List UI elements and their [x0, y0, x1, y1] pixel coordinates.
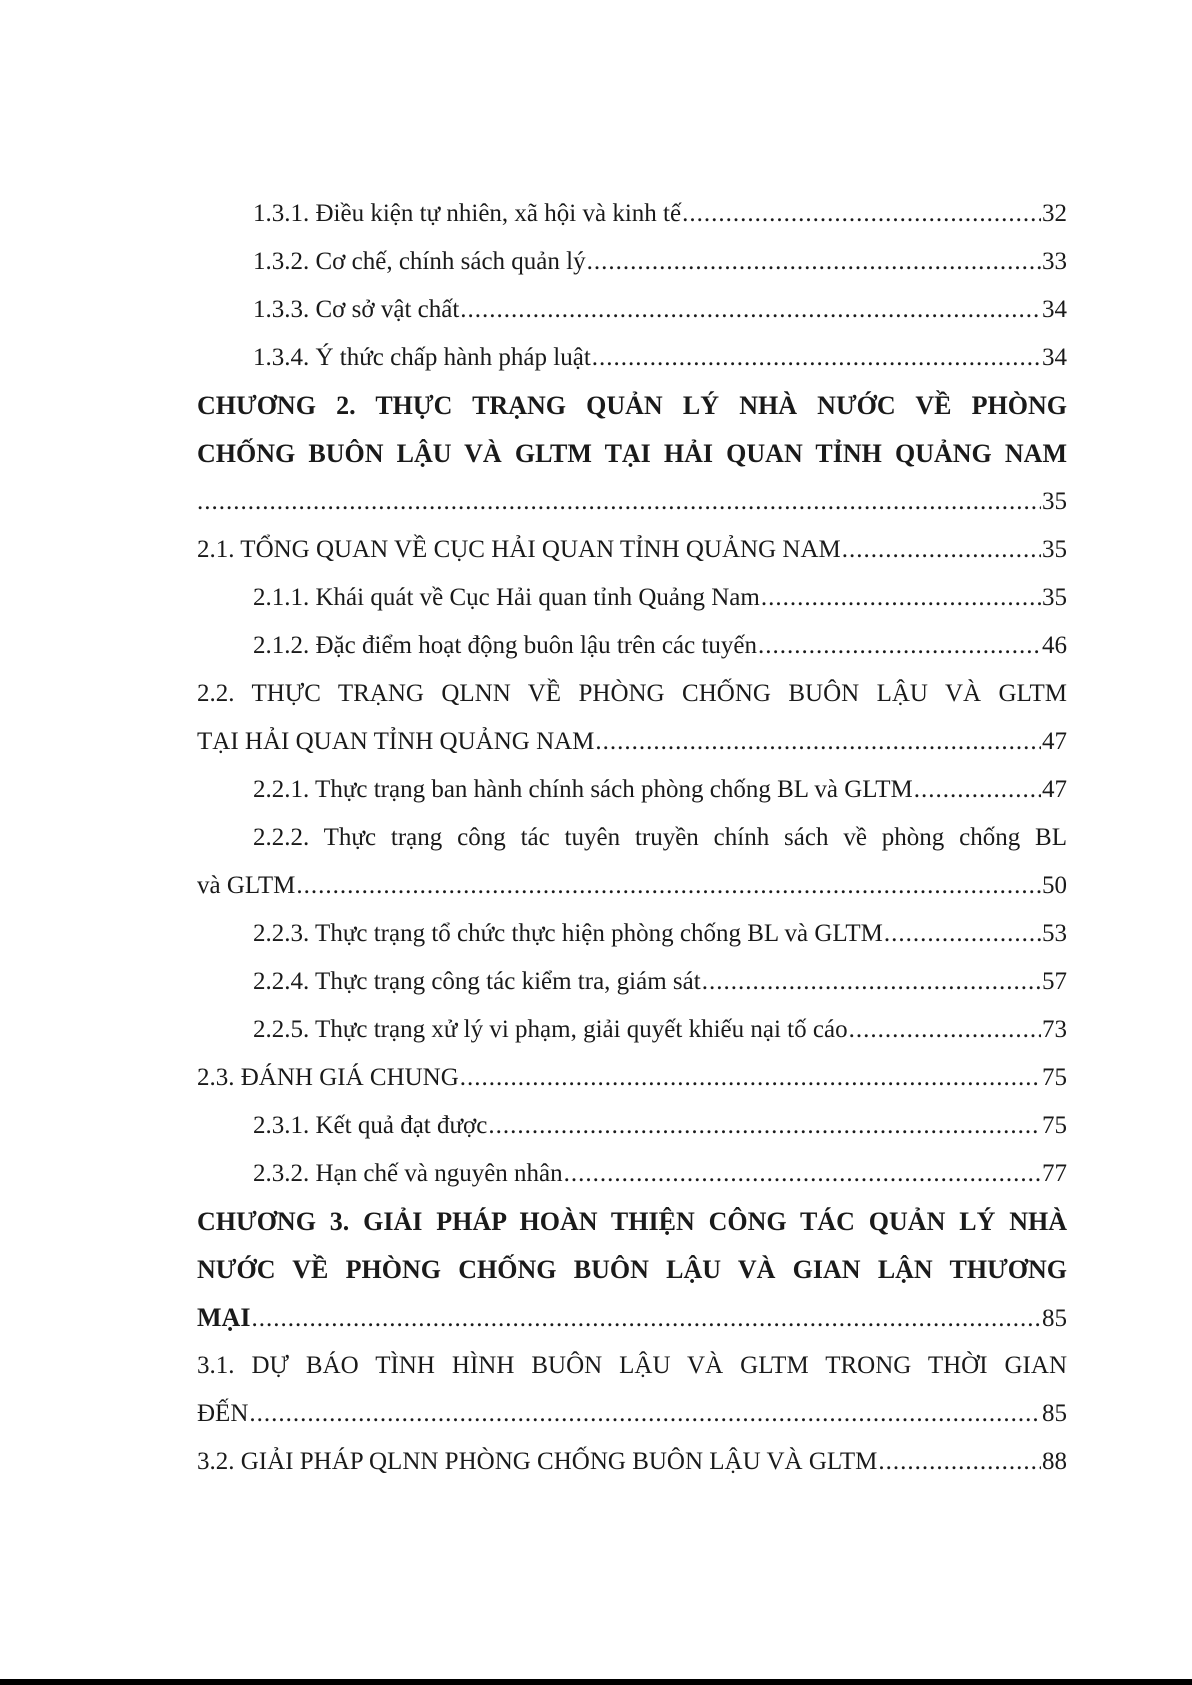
toc-page-number: 53	[1042, 920, 1067, 947]
toc-chapter-3-title-line-3[interactable]	[197, 1294, 1067, 1342]
toc-page-number: 73	[1042, 1016, 1067, 1043]
toc-chapter-2-page-line[interactable]	[197, 478, 1067, 526]
toc-page-number: 77	[1042, 1160, 1067, 1187]
toc-page-number: 85	[1042, 1305, 1067, 1332]
toc-page-number: 85	[1042, 1400, 1067, 1427]
toc-entry-title: 1.3.1. Điều kiện tự nhiên, xã hội và kinh tế	[253, 200, 682, 227]
dot-leader	[251, 1295, 1041, 1343]
toc-page-number: 75	[1042, 1064, 1067, 1091]
toc-page-number: 46	[1042, 632, 1067, 659]
toc-entry-2-1[interactable]	[197, 526, 1067, 574]
toc-entry-2-3[interactable]	[197, 1054, 1067, 1102]
toc-entry-title: 3.2. GIẢI PHÁP QLNN PHÒNG CHỐNG BUÔN LẬU VÀ GLTM	[197, 1448, 878, 1475]
toc-page-number: 35	[1042, 488, 1067, 515]
toc-entry-2-2-line-1[interactable]: 2.2. THỰC TRẠNG QLNN VỀ PHÒNG CHỐNG BUÔN LẬU VÀ GLTM	[197, 680, 1067, 707]
dot-leader	[758, 622, 1041, 670]
dot-leader	[587, 238, 1041, 286]
dot-leader	[249, 1390, 1041, 1438]
toc-entry-title: 2.1.1. Khái quát về Cục Hải quan tỉnh Quảng Nam	[253, 584, 760, 611]
toc-page-number: 57	[1042, 968, 1067, 995]
toc-entry-title: 1.3.3. Cơ sở vật chất	[253, 296, 460, 323]
dot-leader	[296, 862, 1041, 910]
toc-page-number: 35	[1042, 536, 1067, 563]
toc-entry-title: 2.3.2. Hạn chế và nguyên nhân	[253, 1160, 563, 1187]
dot-leader	[488, 1102, 1041, 1150]
toc-page-number: 34	[1042, 344, 1067, 371]
toc-entry-2-3-1[interactable]	[197, 1102, 1067, 1150]
dot-leader	[197, 478, 1041, 526]
toc-entry-2-2-5[interactable]	[197, 1006, 1067, 1054]
dot-leader	[564, 1150, 1041, 1198]
toc-entry-1-3-2[interactable]	[197, 238, 1067, 286]
dot-leader	[595, 718, 1041, 766]
dot-leader	[592, 334, 1041, 382]
toc-entry-title: 2.2.3. Thực trạng tổ chức thực hiện phòng chống BL và GLTM	[253, 920, 883, 947]
toc-entry-title: và GLTM	[197, 872, 296, 899]
dot-leader	[460, 286, 1041, 334]
toc-entry-2-2-4[interactable]	[197, 958, 1067, 1006]
toc-chapter-3-title-line-1[interactable]: CHƯƠNG 3. GIẢI PHÁP HOÀN THIỆN CÔNG TÁC QUẢN LÝ NHÀ	[197, 1207, 1067, 1236]
toc-entry-3-1-line-2[interactable]	[197, 1390, 1067, 1438]
page-bottom-edge	[0, 1679, 1192, 1685]
toc-entry-2-2-2-line-2[interactable]	[197, 862, 1067, 910]
toc-page-number: 47	[1042, 728, 1067, 755]
toc-chapter-3-title-line-2[interactable]: NƯỚC VỀ PHÒNG CHỐNG BUÔN LẬU VÀ GIAN LẬN THƯƠNG	[197, 1255, 1067, 1284]
toc-entry-title: TẠI HẢI QUAN TỈNH QUẢNG NAM	[197, 728, 595, 755]
toc-entry-title: 2.3. ĐÁNH GIÁ CHUNG	[197, 1064, 459, 1091]
toc-page-number: 33	[1042, 248, 1067, 275]
toc-entry-title: 2.2.4. Thực trạng công tác kiểm tra, giám sát	[253, 968, 701, 995]
toc-entry-3-2[interactable]	[197, 1438, 1067, 1486]
toc-entry-2-2-line-2[interactable]	[197, 718, 1067, 766]
dot-leader	[761, 574, 1041, 622]
dot-leader	[682, 190, 1041, 238]
dot-leader	[460, 1054, 1041, 1102]
dot-leader	[878, 1438, 1041, 1486]
toc-entry-2-1-1[interactable]	[197, 574, 1067, 622]
toc-entry-title: 1.3.4. Ý thức chấp hành pháp luật	[253, 344, 591, 371]
toc-entry-2-2-1[interactable]	[197, 766, 1067, 814]
toc-entry-3-1-line-1[interactable]: 3.1. DỰ BÁO TÌNH HÌNH BUÔN LẬU VÀ GLTM TRONG THỜI GIAN	[197, 1352, 1067, 1379]
toc-page-number: 50	[1042, 872, 1067, 899]
toc-page-number: 32	[1042, 200, 1067, 227]
dot-leader	[914, 766, 1041, 814]
toc-entry-title: 2.1.2. Đặc điểm hoạt động buôn lậu trên các tuyến	[253, 632, 758, 659]
toc-chapter-2-title-line-1[interactable]: CHƯƠNG 2. THỰC TRẠNG QUẢN LÝ NHÀ NƯỚC VỀ PHÒNG	[197, 391, 1067, 420]
toc-page-number: 35	[1042, 584, 1067, 611]
toc-entry-2-2-2-line-1[interactable]: 2.2.2. Thực trạng công tác tuyên truyền chính sách về phòng chống BL	[253, 824, 1067, 851]
dot-leader	[702, 958, 1041, 1006]
toc-entry-title: 2.2.1. Thực trạng ban hành chính sách phòng chống BL và GLTM	[253, 776, 913, 803]
toc-entry-title: 1.3.2. Cơ chế, chính sách quản lý	[253, 248, 586, 275]
table-of-contents	[197, 190, 1067, 1486]
toc-entry-2-3-2[interactable]	[197, 1150, 1067, 1198]
toc-entry-2-2-3[interactable]	[197, 910, 1067, 958]
toc-entry-1-3-1[interactable]	[197, 190, 1067, 238]
dot-leader	[842, 526, 1041, 574]
dot-leader	[884, 910, 1041, 958]
toc-entry-title: MẠI	[197, 1303, 251, 1332]
toc-page-number: 88	[1042, 1448, 1067, 1475]
toc-entry-title: 2.3.1. Kết quả đạt được	[253, 1112, 488, 1139]
toc-page-number: 75	[1042, 1112, 1067, 1139]
toc-entry-1-3-3[interactable]	[197, 286, 1067, 334]
toc-entry-1-3-4[interactable]	[197, 334, 1067, 382]
toc-entry-2-1-2[interactable]	[197, 622, 1067, 670]
toc-entry-title: 2.2.5. Thực trạng xử lý vi phạm, giải quyết khiếu nại tố cáo	[253, 1016, 848, 1043]
toc-page-number: 34	[1042, 296, 1067, 323]
toc-entry-title: 2.1. TỔNG QUAN VỀ CỤC HẢI QUAN TỈNH QUẢNG NAM	[197, 536, 841, 563]
toc-chapter-2-title-line-2[interactable]: CHỐNG BUÔN LẬU VÀ GLTM TẠI HẢI QUAN TỈNH QUẢNG NAM	[197, 439, 1067, 468]
dot-leader	[849, 1006, 1041, 1054]
toc-page-number: 47	[1042, 776, 1067, 803]
toc-entry-title: ĐẾN	[197, 1400, 249, 1427]
